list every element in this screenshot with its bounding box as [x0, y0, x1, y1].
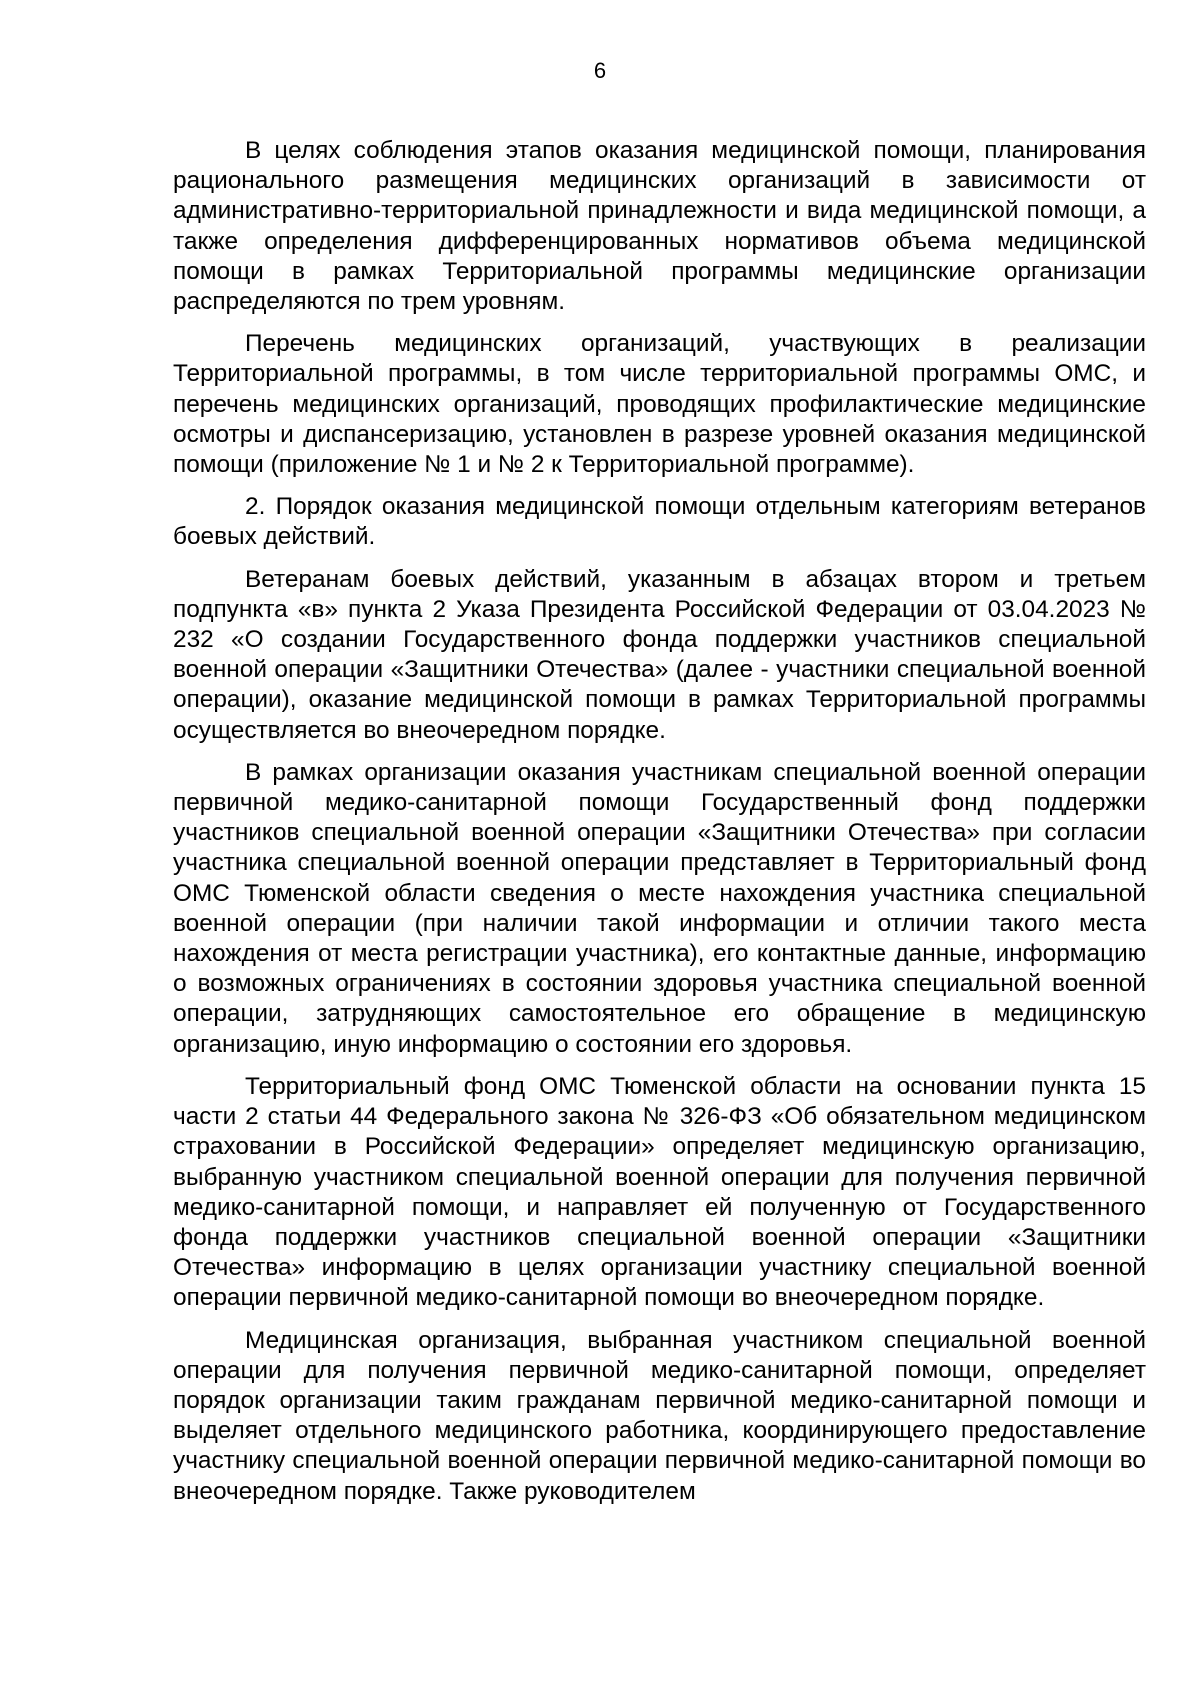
paragraph-medical-organization: Медицинская организация, выбранная участником специальной военной операции для получения первичной медико-санитарной помощи, определяет порядок организации таким гражданам первичной медико-санитарной помощи и выделяет отдельного медицинского работника, координирующего предоставление участнику специальной военной операции первичной медико-санитарной помощи во внеочередном порядке. Также руководителем — [173, 1326, 1146, 1505]
paragraph-medical-levels: В целях соблюдения этапов оказания медицинской помощи, планирования рационального размещения медицинских организаций в зависимости от административно-территориальной принадлежности и вида медицинской помощи, а также определения дифференцированных нормативов объема медицинской помощи в рамках Территориальной программы медицинские организации распределяются по трем уровням. — [173, 137, 1146, 316]
paragraph-veterans-priority: Ветеранам боевых действий, указанным в абзацах втором и третьем подпункта «в» пункта 2 Указа Президента Российской Федерации от 03.04.2023 № 232 «О создании Государственного фонда поддержки участников специальной военной операции «Защитники Отечества» (далее - участники специальной военной операции), оказание медицинской помощи в рамках Территориальной программы осуществляется во внеочередном порядке. — [173, 565, 1146, 744]
page-number: 6 — [593, 58, 607, 83]
paragraph-territorial-fund: Территориальный фонд ОМС Тюменской области на основании пункта 15 части 2 статьи 44 Федерального закона № 326-ФЗ «Об обязательном медицинском страховании в Российской Федерации» определяет медицинскую организацию, выбранную участником специальной военной операции для получения первичной медико-санитарной помощи, и направляет ей полученную от Государственного фонда поддержки участников специальной военной операции «Защитники Отечества» информацию в целях организации участнику специальной военной операции первичной медико-санитарной помощи во внеочередном порядке. — [173, 1072, 1146, 1312]
paragraph-organization-list: Перечень медицинских организаций, участвующих в реализации Территориальной программы, в том числе территориальной программы ОМС, и перечень медицинских организаций, проводящих профилактические медицинские осмотры и диспансеризацию, установлен в разрезе уровней оказания медицинской помощи (приложение № 1 и № 2 к Территориальной программе). — [173, 330, 1146, 479]
paragraph-fund-information: В рамках организации оказания участникам специальной военной операции первичной медико-санитарной помощи Государственный фонд поддержки участников специальной военной операции «Защитники Отечества» при согласии участника специальной военной операции представляет в Территориальный фонд ОМС Тюменской области сведения о месте нахождения участника специальной военной операции (при наличии такой информации и отличии такого места нахождения от места регистрации участника), его контактные данные, информацию о возможных ограничениях в состоянии здоровья участника специальной военной операции, затрудняющих самостоятельное его обращение в медицинскую организацию, иную информацию о состоянии его здоровья. — [173, 758, 1146, 1058]
document-body — [173, 136, 1146, 1519]
paragraph-section-heading: 2. Порядок оказания медицинской помощи отдельным категориям ветеранов боевых действий. — [173, 493, 1146, 551]
